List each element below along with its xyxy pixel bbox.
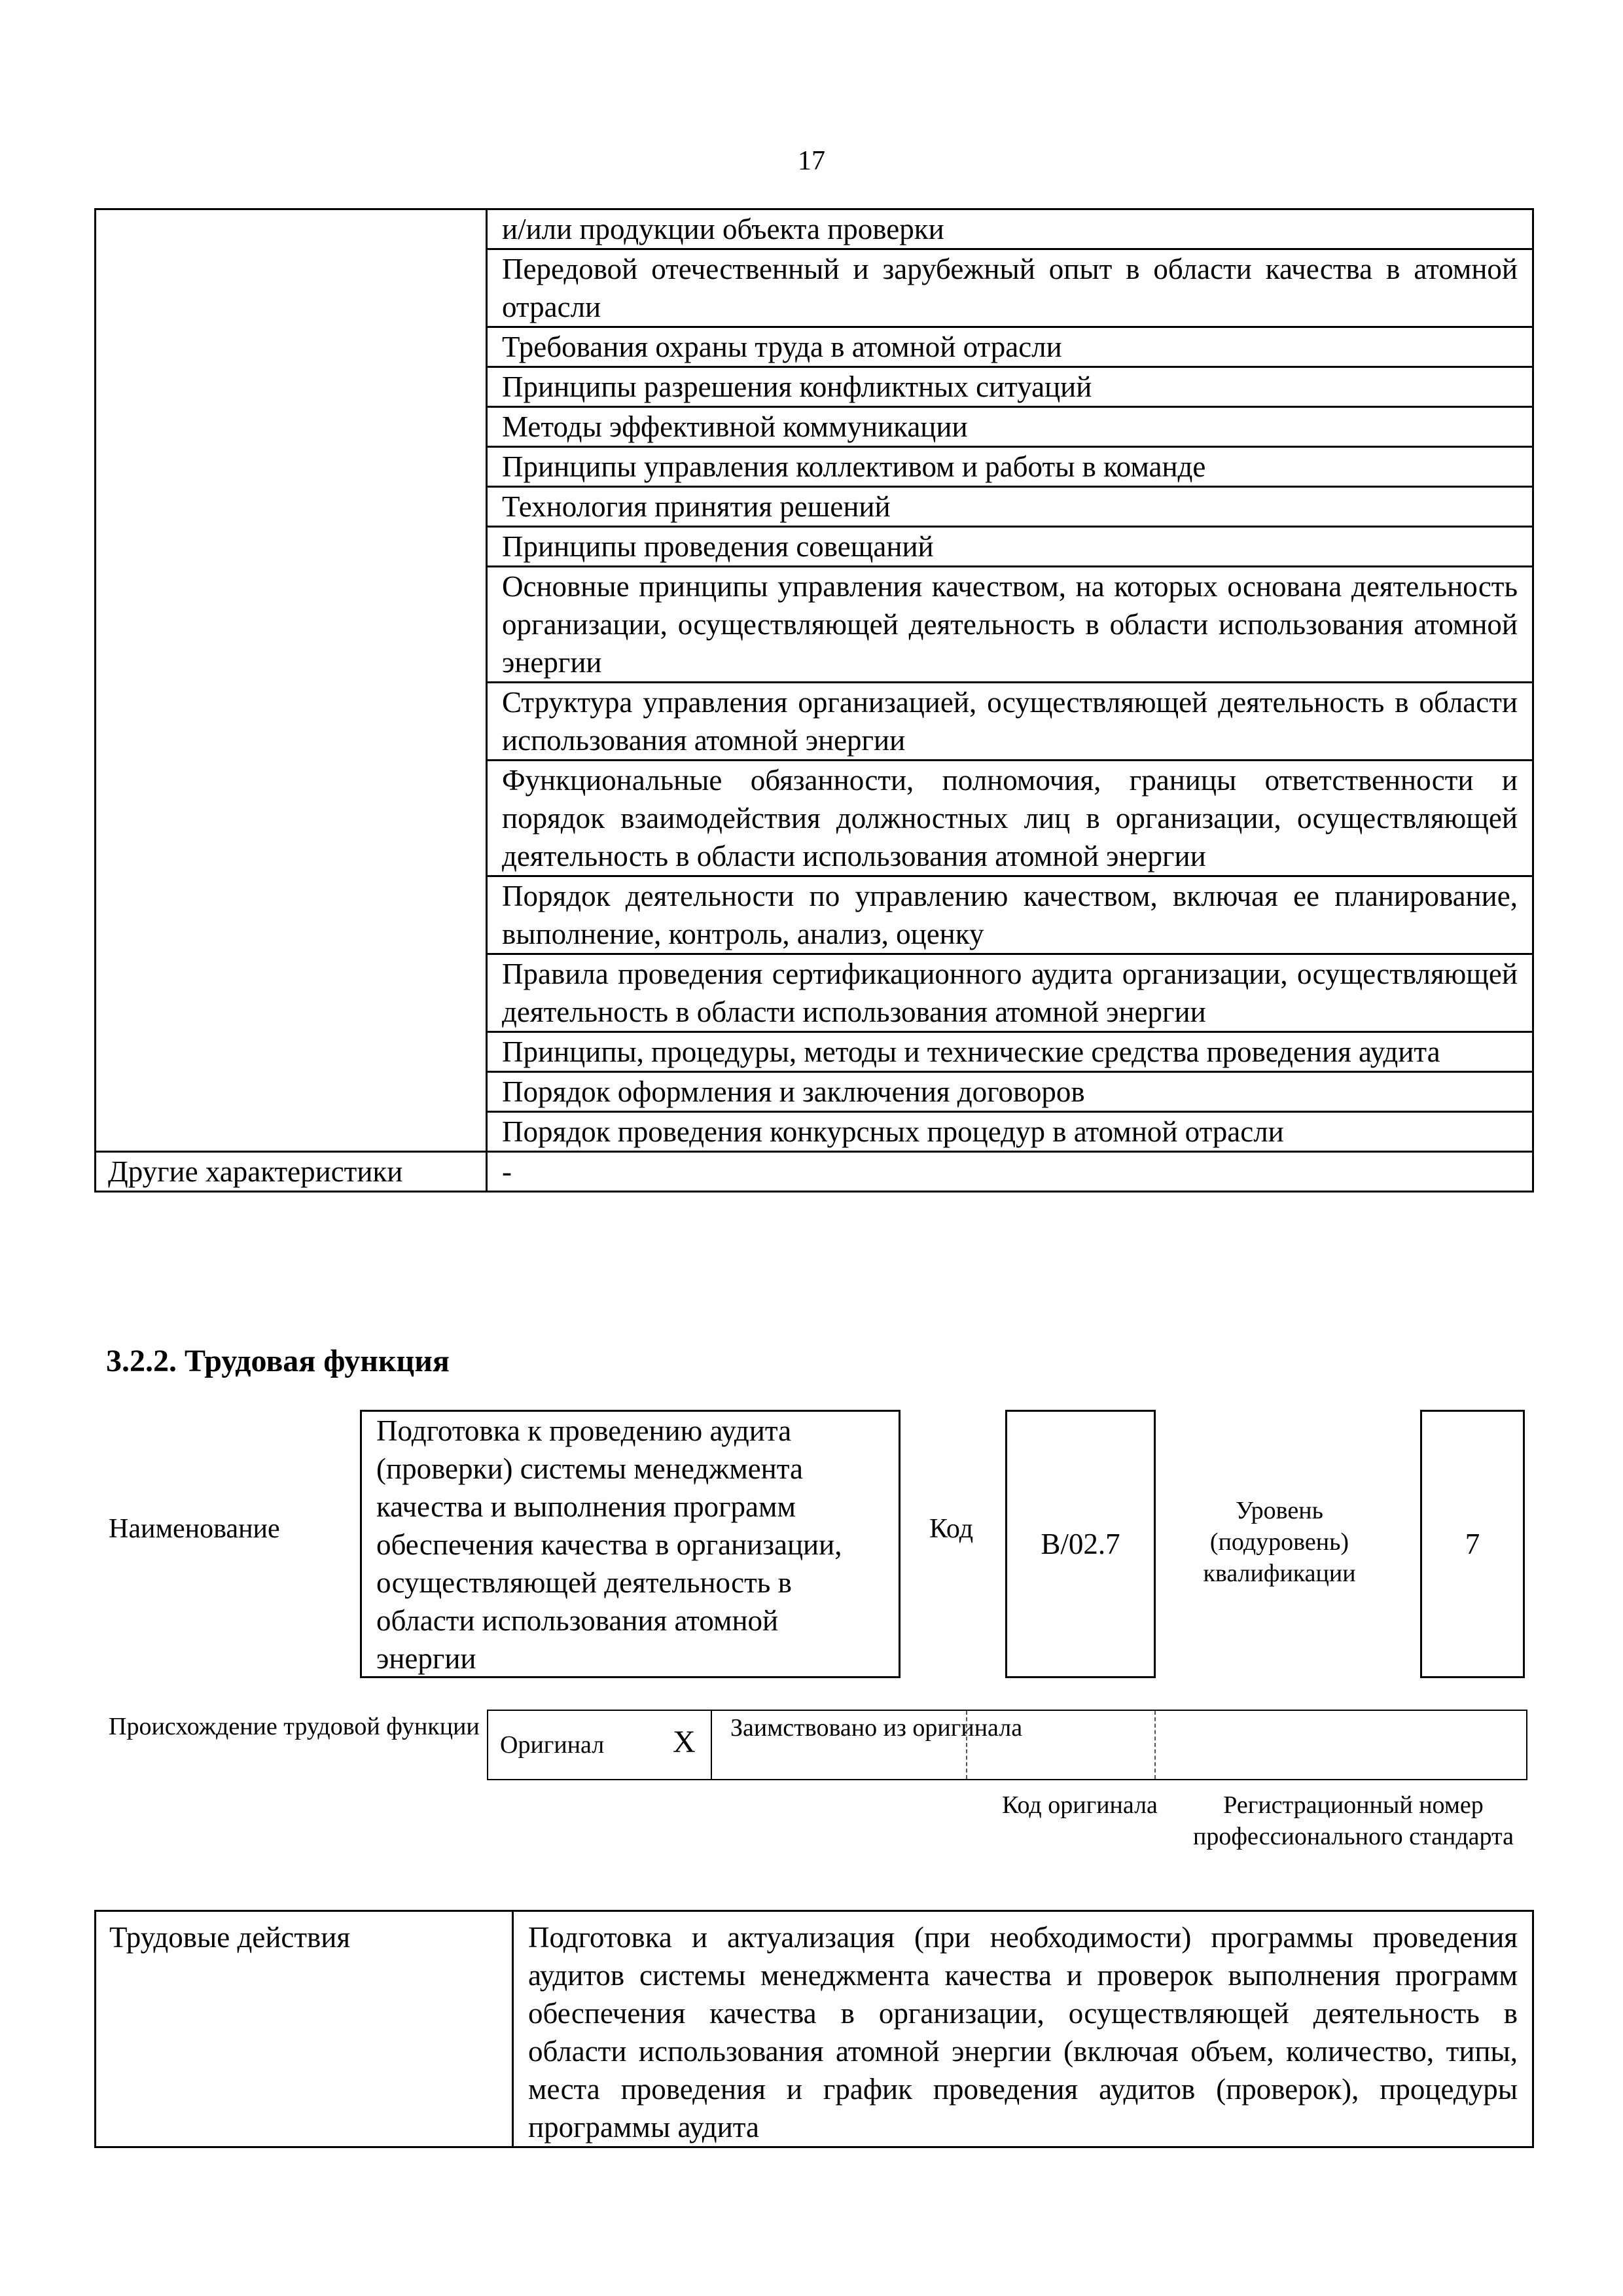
qualification-level-box: 7 xyxy=(1420,1410,1525,1678)
knowledge-item: Принципы управления коллективом и работы в команде xyxy=(487,447,1533,487)
page-number: 17 xyxy=(798,146,825,176)
other-characteristics-row xyxy=(96,1152,1533,1192)
function-name-label: Наименование xyxy=(109,1514,280,1544)
knowledge-item: Передовой отечественный и зарубежный опыт в области качества в атомной отрасли xyxy=(487,249,1533,327)
actions-label: Трудовые действия xyxy=(96,1911,513,2147)
function-code-box: B/02.7 xyxy=(1005,1410,1156,1678)
origin-reg-caption: Регистрационный номер профессионального стандарта xyxy=(1193,1791,1514,1850)
actions-table xyxy=(94,1910,1534,2148)
knowledge-left-cell xyxy=(96,209,487,1152)
origin-code-caption: Код оригинала xyxy=(1002,1791,1158,1819)
origin-dashed-divider xyxy=(966,1711,967,1779)
section-title: 3.2.2. Трудовая функция xyxy=(106,1344,450,1378)
knowledge-item: Основные принципы управления качеством, на которых основана деятельность организации, осуществляющей деятельность в области использования атомной энергии xyxy=(487,567,1533,683)
knowledge-item: Порядок проведения конкурсных процедур в атомной отрасли xyxy=(487,1112,1533,1152)
function-name-box: Подготовка к проведению аудита (проверки) системы менеджмента качества и выполнения программ обеспечения качества в организации, осуществляющей деятельность в области использования атомной энергии xyxy=(360,1410,901,1678)
other-characteristics-label: Другие характеристики xyxy=(96,1152,487,1192)
origin-original-mark: X xyxy=(673,1725,696,1759)
knowledge-item: Структура управления организацией, осуществляющей деятельность в области использования атомной энергии xyxy=(487,683,1533,761)
function-code-label: Код xyxy=(929,1514,974,1544)
origin-label: Происхождение трудовой функции xyxy=(109,1713,480,1740)
knowledge-item: Принципы, процедуры, методы и технические средства проведения аудита xyxy=(487,1032,1533,1072)
knowledge-row xyxy=(96,209,1533,249)
actions-text: Подготовка и актуализация (при необходимости) программы проведения аудитов системы менеджмента качества и проверок выполнения программ обеспечения качества в организации, осуществляющей деятельность в области использования атомной энергии (включая объем, количество, типы, места проведения и график проведения аудитов (проверок), процедуры программы аудита xyxy=(513,1911,1533,2147)
other-characteristics-value: - xyxy=(487,1152,1533,1192)
origin-dashed-divider xyxy=(1154,1711,1156,1779)
knowledge-table xyxy=(94,208,1534,1193)
origin-divider xyxy=(711,1711,712,1779)
origin-original-label: Оригинал xyxy=(500,1731,605,1759)
origin-borrowed-label: Заимствовано из оригинала xyxy=(730,1714,1023,1742)
knowledge-item: Требования охраны труда в атомной отрасли xyxy=(487,327,1533,367)
qualification-level-label: Уровень (подуровень) квалификации xyxy=(1203,1497,1356,1587)
origin-row xyxy=(487,1710,1527,1780)
knowledge-item: Методы эффективной коммуникации xyxy=(487,407,1533,447)
knowledge-item: Принципы проведения совещаний xyxy=(487,527,1533,567)
knowledge-item: Порядок деятельности по управлению качеством, включая ее планирование, выполнение, контроль, анализ, оценку xyxy=(487,876,1533,954)
knowledge-item: Порядок оформления и заключения договоров xyxy=(487,1072,1533,1112)
knowledge-item: Принципы разрешения конфликтных ситуаций xyxy=(487,367,1533,407)
knowledge-item: Функциональные обязанности, полномочия, границы ответственности и порядок взаимодействия должностных лиц в организации, осуществляющей деятельность в области использования атомной энергии xyxy=(487,761,1533,876)
knowledge-item: Правила проведения сертификационного аудита организации, осуществляющей деятельность в области использования атомной энергии xyxy=(487,954,1533,1032)
knowledge-item: Технология принятия решений xyxy=(487,487,1533,527)
knowledge-item: и/или продукции объекта проверки xyxy=(487,209,1533,249)
actions-row xyxy=(96,1911,1533,2147)
